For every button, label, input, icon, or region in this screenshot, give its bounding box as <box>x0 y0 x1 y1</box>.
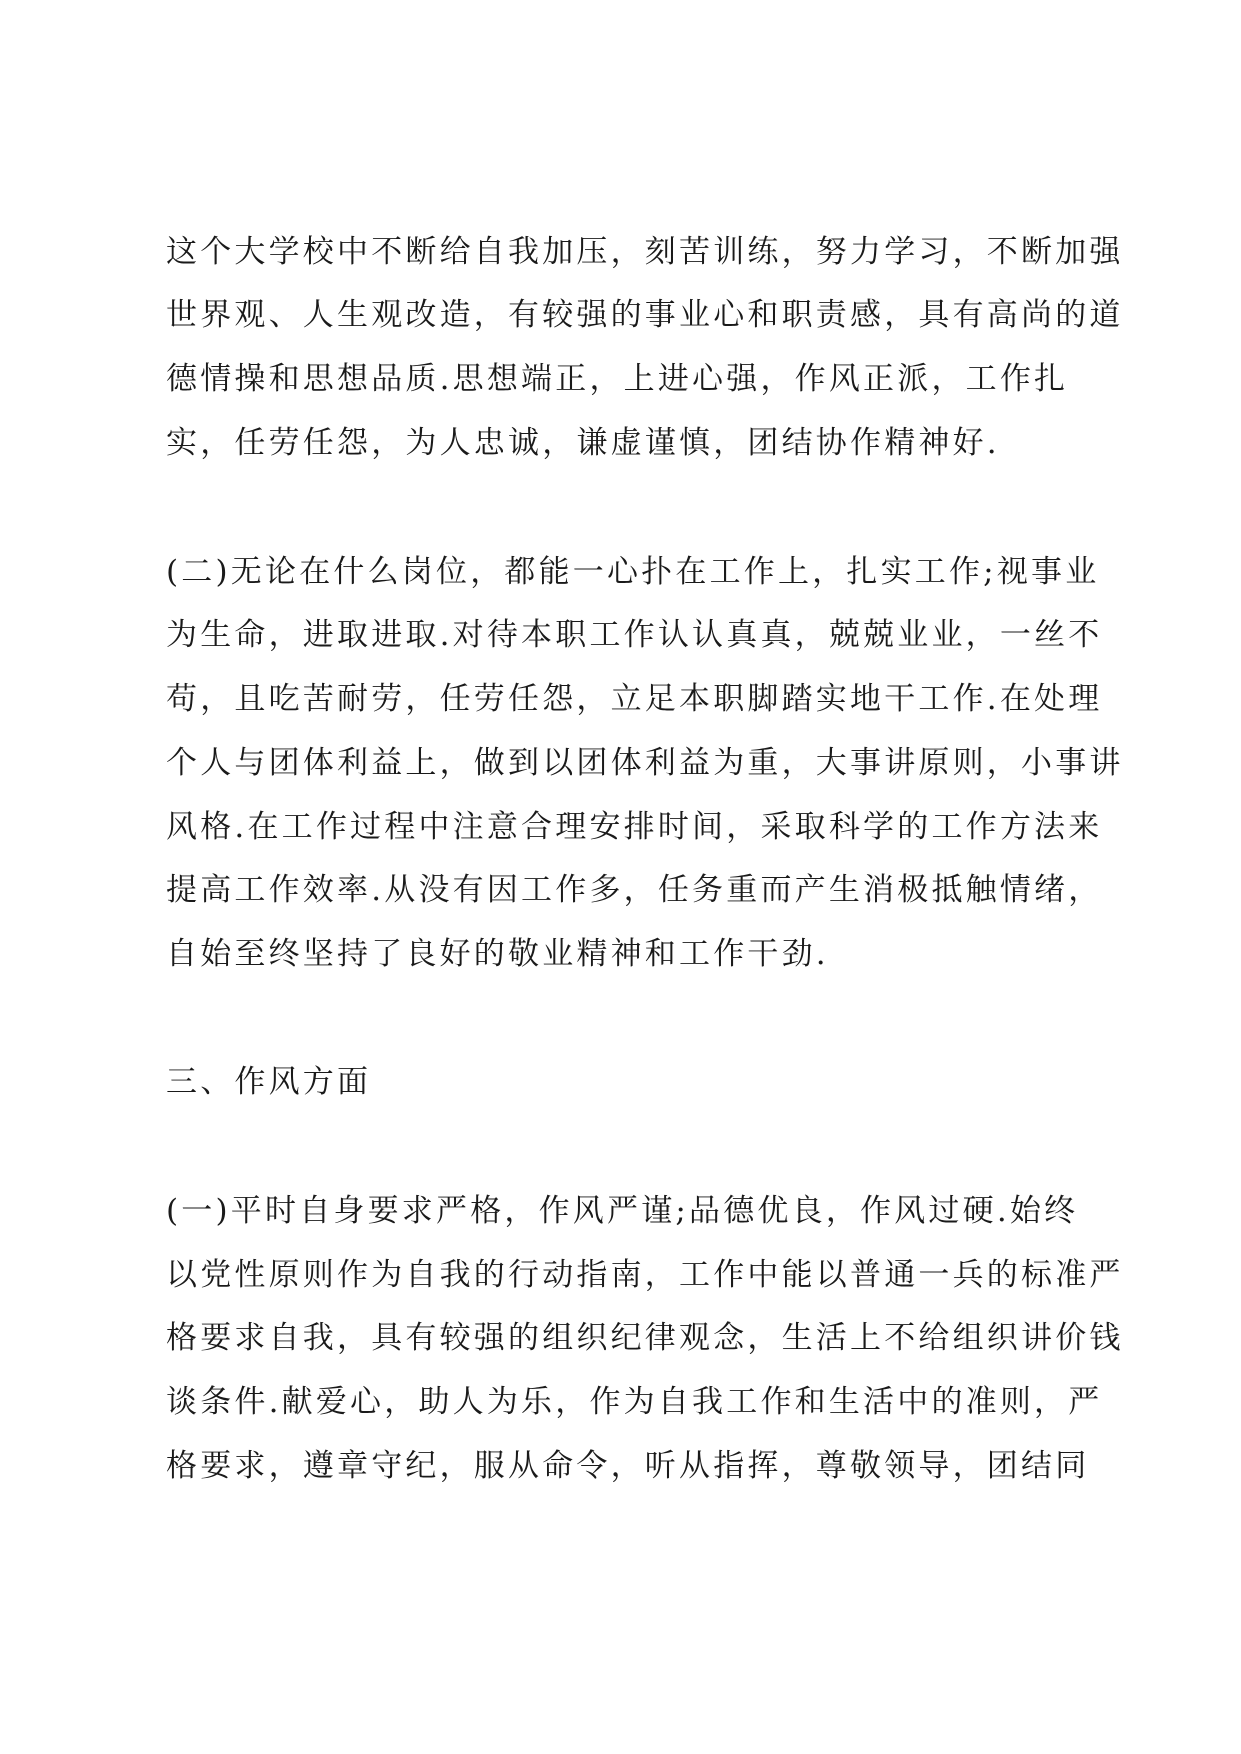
paragraph-2-line-5: 风格.在工作过程中注意合理安排时间，采取科学的工作方法来 <box>166 809 1103 845</box>
paragraph-3-line-1: (一)平时自身要求严格，作风严谨;品德优良，作风过硬.始终 <box>166 1193 1079 1229</box>
paragraph-2-line-6: 提高工作效率.从没有因工作多，任务重而产生消极抵触情绪， <box>166 872 1103 908</box>
paragraph-3-line-2: 以党性原则作为自我的行动指南，工作中能以普通一兵的标准严 <box>166 1257 1124 1293</box>
paragraph-2-line-2: 为生命，进取进取.对待本职工作认认真真，兢兢业业，一丝不 <box>166 617 1103 653</box>
paragraph-2-line-3: 苟，且吃苦耐劳，任劳任怨，立足本职脚踏实地干工作.在处理 <box>166 681 1103 717</box>
paragraph-2-line-7: 自始至终坚持了良好的敬业精神和工作干劲. <box>166 936 829 972</box>
paragraph-1-line-2: 世界观、人生观改造，有较强的事业心和职责感，具有高尚的道 <box>166 297 1124 333</box>
paragraph-1-line-4: 实，任劳任怨，为人忠诚，谦虚谨慎，团结协作精神好. <box>166 425 1000 461</box>
section-heading: 三、作风方面 <box>166 1064 372 1100</box>
paragraph-1-line-1: 这个大学校中不断给自我加压，刻苦训练，努力学习，不断加强 <box>166 234 1124 270</box>
paragraph-2-line-1: (二)无论在什么岗位，都能一心扑在工作上，扎实工作;视事业 <box>166 554 1100 590</box>
paragraph-3-line-3: 格要求自我，具有较强的组织纪律观念，生活上不给组织讲价钱 <box>166 1320 1124 1356</box>
paragraph-1-line-3: 德情操和思想品质.思想端正，上进心强，作风正派，工作扎 <box>166 361 1069 397</box>
paragraph-3-line-4: 谈条件.献爱心，助人为乐，作为自我工作和生活中的准则，严 <box>166 1384 1103 1420</box>
paragraph-3-line-5: 格要求，遵章守纪，服从命令，听从指挥，尊敬领导，团结同 <box>166 1448 1090 1484</box>
paragraph-2-line-4: 个人与团体利益上，做到以团体利益为重，大事讲原则，小事讲 <box>166 745 1124 781</box>
